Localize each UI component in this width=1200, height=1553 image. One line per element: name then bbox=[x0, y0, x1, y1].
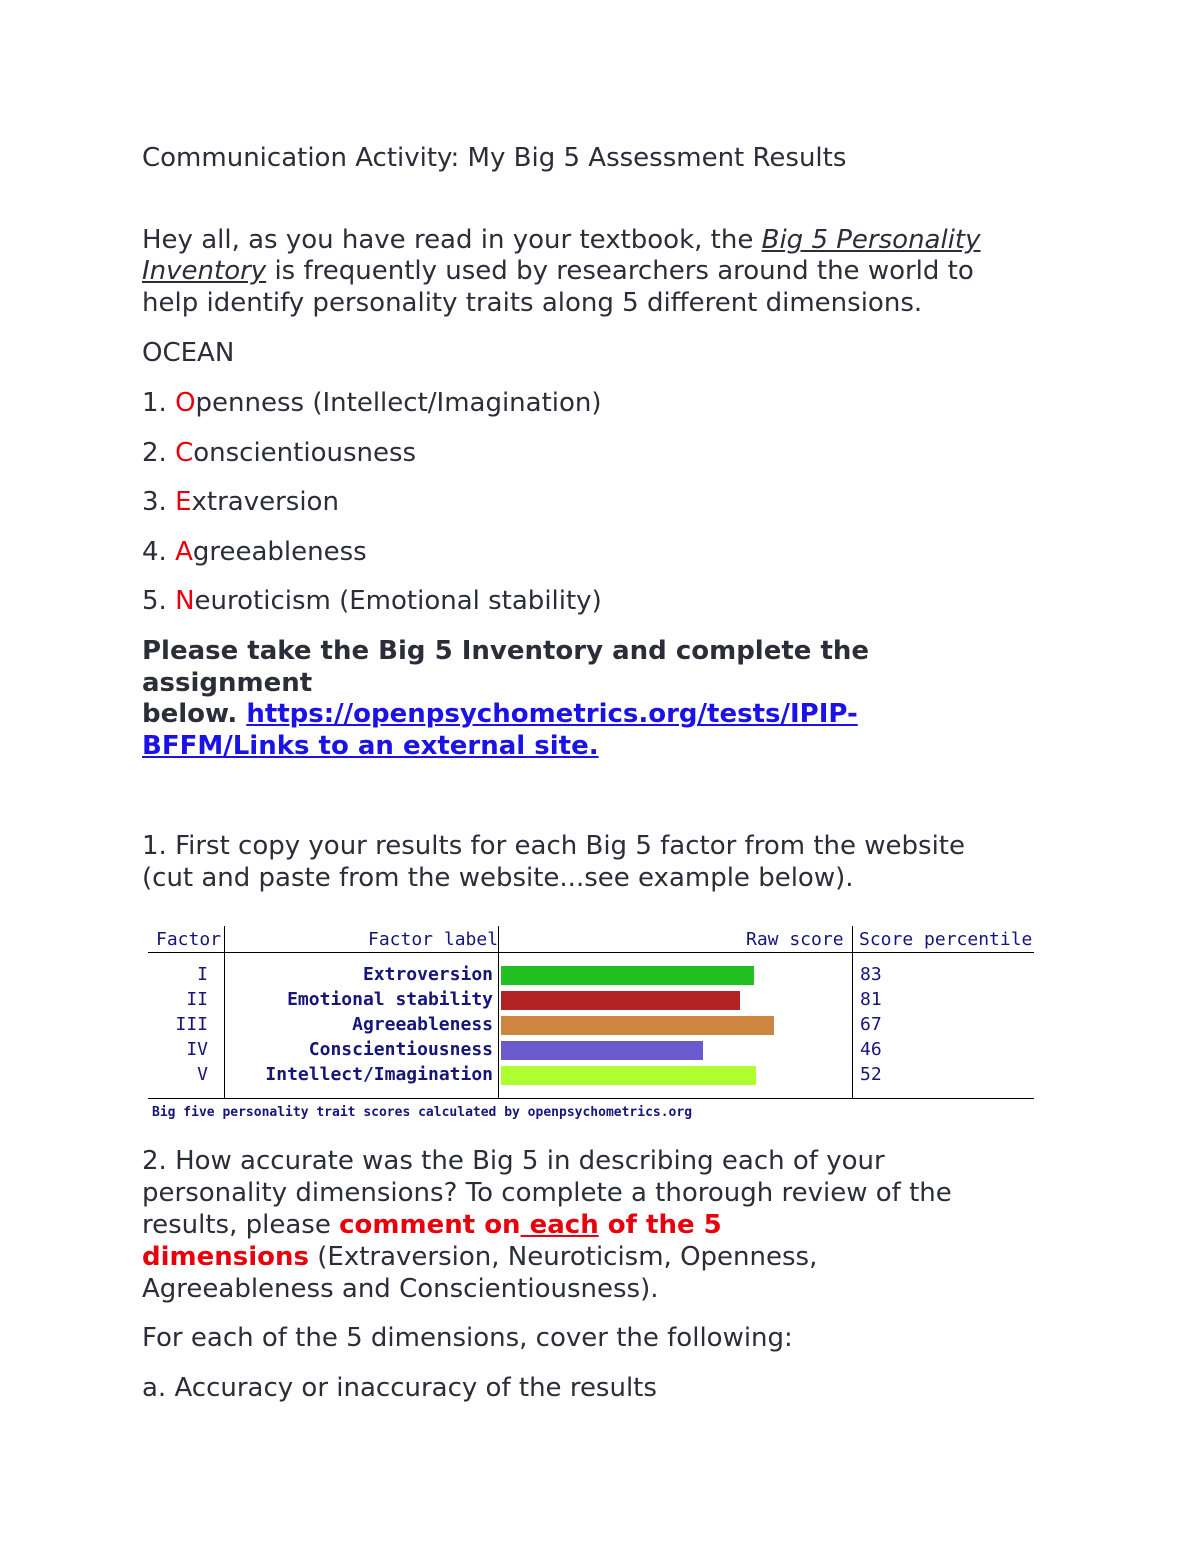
raw-score-bar bbox=[501, 966, 754, 985]
step1-line-1: 1. First copy your results for each Big 5 factor from the website bbox=[142, 831, 965, 861]
step1-line-2: (cut and paste from the website...see example below). bbox=[142, 863, 854, 893]
score-percentile: 46 bbox=[860, 1039, 882, 1060]
factor-number: III bbox=[175, 1014, 208, 1035]
test-link-continued[interactable]: BFFM/Links to an external site. bbox=[142, 731, 599, 761]
test-link[interactable]: https://openpsychometrics.org/tests/IPIP- bbox=[246, 699, 858, 729]
factor-number: II bbox=[186, 989, 208, 1010]
raw-score-bar bbox=[501, 1016, 774, 1035]
list-item: 2. Conscientiousness bbox=[142, 438, 417, 468]
footer-rule bbox=[148, 1098, 1034, 1099]
step2-line-1: 2. How accurate was the Big 5 in describing each of your bbox=[142, 1146, 885, 1176]
instruction-line-4 bbox=[142, 730, 599, 762]
raw-score-bar bbox=[501, 991, 740, 1010]
header-rule bbox=[148, 952, 1034, 953]
intro-text: Hey all, as you have read in your textbook, the bbox=[142, 225, 762, 255]
score-percentile: 83 bbox=[860, 964, 882, 985]
list-item: 4. Agreeableness bbox=[142, 537, 367, 567]
factor-label: Agreeableness bbox=[352, 1014, 493, 1035]
list-item: 1. Openness (Intellect/Imagination) bbox=[142, 388, 602, 418]
factor-label: Conscientiousness bbox=[308, 1039, 493, 1060]
instruction-line-2: assignment bbox=[142, 668, 313, 698]
step2-line-5: Agreeableness and Conscientiousness). bbox=[142, 1274, 659, 1304]
document-title: Communication Activity: My Big 5 Assessment Results bbox=[142, 143, 847, 173]
step2-line-2: personality dimensions? To complete a thorough review of the bbox=[142, 1178, 952, 1208]
factor-label: Intellect/Imagination bbox=[265, 1064, 493, 1085]
intro-line-1 bbox=[142, 224, 981, 256]
factor-number: V bbox=[197, 1064, 208, 1085]
factor-number: IV bbox=[186, 1039, 208, 1060]
list-item: 5. Neuroticism (Emotional stability) bbox=[142, 586, 602, 616]
score-percentile: 67 bbox=[860, 1014, 882, 1035]
raw-score-bar bbox=[501, 1041, 703, 1060]
instruction-line-1: Please take the Big 5 Inventory and complete the bbox=[142, 636, 870, 666]
big5-term: Big 5 Personality bbox=[761, 225, 981, 255]
list-item: 3. Extraversion bbox=[142, 487, 339, 517]
results-caption: Big five personality trait scores calculated by openpsychometrics.org bbox=[152, 1105, 693, 1120]
inventory-term: Inventory bbox=[142, 256, 267, 286]
ocean-heading: OCEAN bbox=[142, 338, 235, 368]
step2-line-4: dimensions (Extraversion, Neuroticism, Openness, bbox=[142, 1242, 818, 1272]
cover-instruction: For each of the 5 dimensions, cover the following: bbox=[142, 1323, 793, 1353]
factor-label: Emotional stability bbox=[287, 989, 493, 1010]
results-table bbox=[148, 926, 1034, 1126]
intro-line-3: help identify personality traits along 5 different dimensions. bbox=[142, 288, 923, 318]
header-factor-label: Factor label bbox=[368, 929, 499, 950]
item-a: a. Accuracy or inaccuracy of the results bbox=[142, 1373, 657, 1403]
score-percentile: 81 bbox=[860, 989, 882, 1010]
intro-text: is frequently used by researchers around the world to bbox=[266, 256, 974, 286]
header-score-percentile: Score percentile bbox=[859, 929, 1033, 950]
header-raw-score: Raw score bbox=[746, 929, 844, 950]
intro-line-2 bbox=[142, 255, 974, 287]
factor-label: Extroversion bbox=[362, 964, 493, 985]
step2-line-3: results, please comment on each of the 5 bbox=[142, 1210, 722, 1240]
instruction-line-3: below. https://openpsychometrics.org/tests/IPIP- bbox=[142, 699, 858, 729]
factor-number: I bbox=[197, 964, 208, 985]
score-percentile: 52 bbox=[860, 1064, 882, 1085]
raw-score-bar bbox=[501, 1066, 756, 1085]
header-factor: Factor bbox=[156, 929, 222, 950]
